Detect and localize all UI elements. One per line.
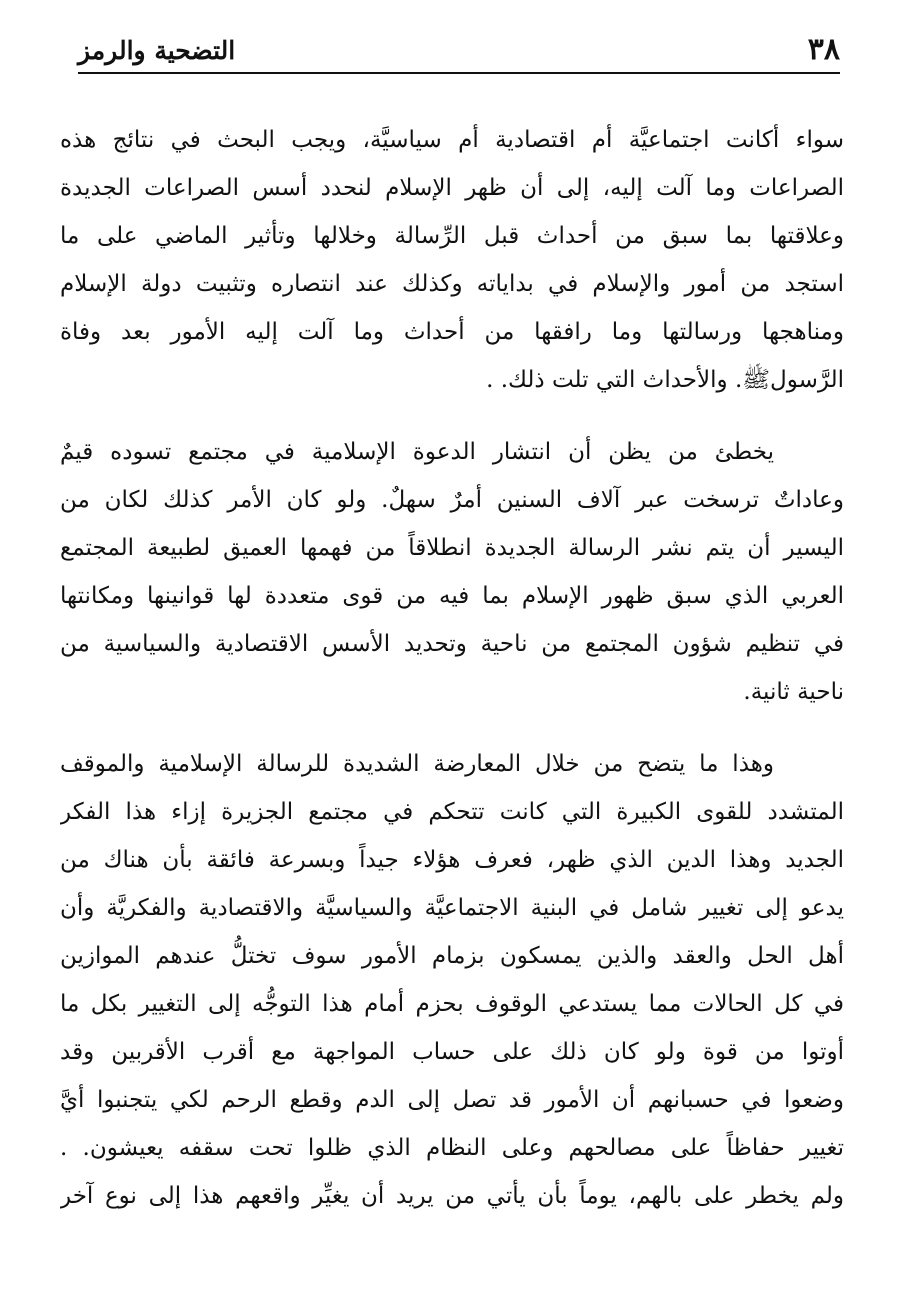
text-line: يدعو إلى تغيير شامل في البنية الاجتماعيَّة والسياسيَّة والاقتصادية والفكريَّة وأن [60, 895, 844, 921]
text-line: وعلاقتها بما سبق من أحداث قبل الرِّسالة وخلالها وتأثير الماضي على ما [60, 223, 844, 249]
text-line: في تنظيم شؤون المجتمع من ناحية وتحديد الأسس الاقتصادية والسياسية من [60, 631, 844, 657]
text-line: تغيير حفاظاً على مصالحهم وعلى النظام الذي ظلوا تحت سقفه يعيشون. . [60, 1135, 844, 1161]
paragraph-3 [60, 740, 844, 1220]
paragraph-gap [60, 404, 844, 428]
running-header [78, 28, 840, 74]
paragraph-gap [60, 716, 844, 740]
page-number: ٣٨ [807, 32, 840, 67]
text-line: الرَّسولﷺ. والأحداث التي تلت ذلك. . [486, 367, 844, 393]
paragraph-2 [60, 428, 844, 716]
text-line: المتشدد للقوى الكبيرة التي كانت تتحكم في مجتمع الجزيرة إزاء هذا الفكر [60, 799, 844, 825]
text-line: أوتوا من قوة ولو كان ذلك على حساب المواجهة مع أقرب الأقربين وقد [60, 1039, 844, 1065]
text-line: اليسير أن يتم نشر الرسالة الجديدة انطلاقاً من فهمها العميق لطبيعة المجتمع [60, 535, 844, 561]
text-line: يخطئ من يظن أن انتشار الدعوة الإسلامية في مجتمع تسوده قيمٌ [60, 439, 774, 465]
text-line: ومناهجها ورسالتها وما رافقها من أحداث وما آلت إليه الأمور بعد وفاة [60, 319, 844, 345]
text-line: استجد من أمور والإسلام في بداياته وكذلك عند انتصاره وتثبيت دولة الإسلام [60, 271, 844, 297]
text-line: الجديد وهذا الدين الذي ظهر، فعرف هؤلاء جيداً وبسرعة فائقة بأن هناك من [60, 847, 844, 873]
text-line: العربي الذي سبق ظهور الإسلام بما فيه من قوى متعددة لها قوانينها ومكانتها [60, 583, 844, 609]
text-line: الصراعات وما آلت إليه، إلى أن ظهر الإسلام لنحدد أسس الصراعات الجديدة [60, 175, 844, 201]
body-text [60, 116, 844, 1220]
paragraph-1 [60, 116, 844, 404]
text-line: أهل الحل والعقد والذين يمسكون بزمام الأمور سوف تختلُّ عندهم الموازين [60, 943, 844, 969]
text-line: وهذا ما يتضح من خلال المعارضة الشديدة للرسالة الإسلامية والموقف [60, 751, 774, 777]
running-title: التضحية والرمز [78, 36, 236, 65]
text-line: سواء أكانت اجتماعيَّة أم اقتصادية أم سياسيَّة، ويجب البحث في نتائج هذه [60, 127, 844, 153]
text-line: وضعوا في حسبانهم أن الأمور قد تصل إلى الدم وقطع الرحم لكي يتجنبوا أيَّ [60, 1087, 844, 1113]
text-line: في كل الحالات مما يستدعي الوقوف بحزم أمام هذا التوجُّه إلى التغيير بكل ما [60, 991, 844, 1017]
text-line: وعاداتٌ ترسخت عبر آلاف السنين أمرٌ سهلٌ. ولو كان الأمر كذلك لكان من [60, 487, 844, 513]
text-line: ناحية ثانية. [743, 679, 844, 705]
header-rule [78, 72, 840, 74]
text-line: ولم يخطر على بالهم، يوماً بأن يأتي من يريد أن يغيِّر واقعهم هذا إلى نوع آخر [60, 1183, 844, 1209]
